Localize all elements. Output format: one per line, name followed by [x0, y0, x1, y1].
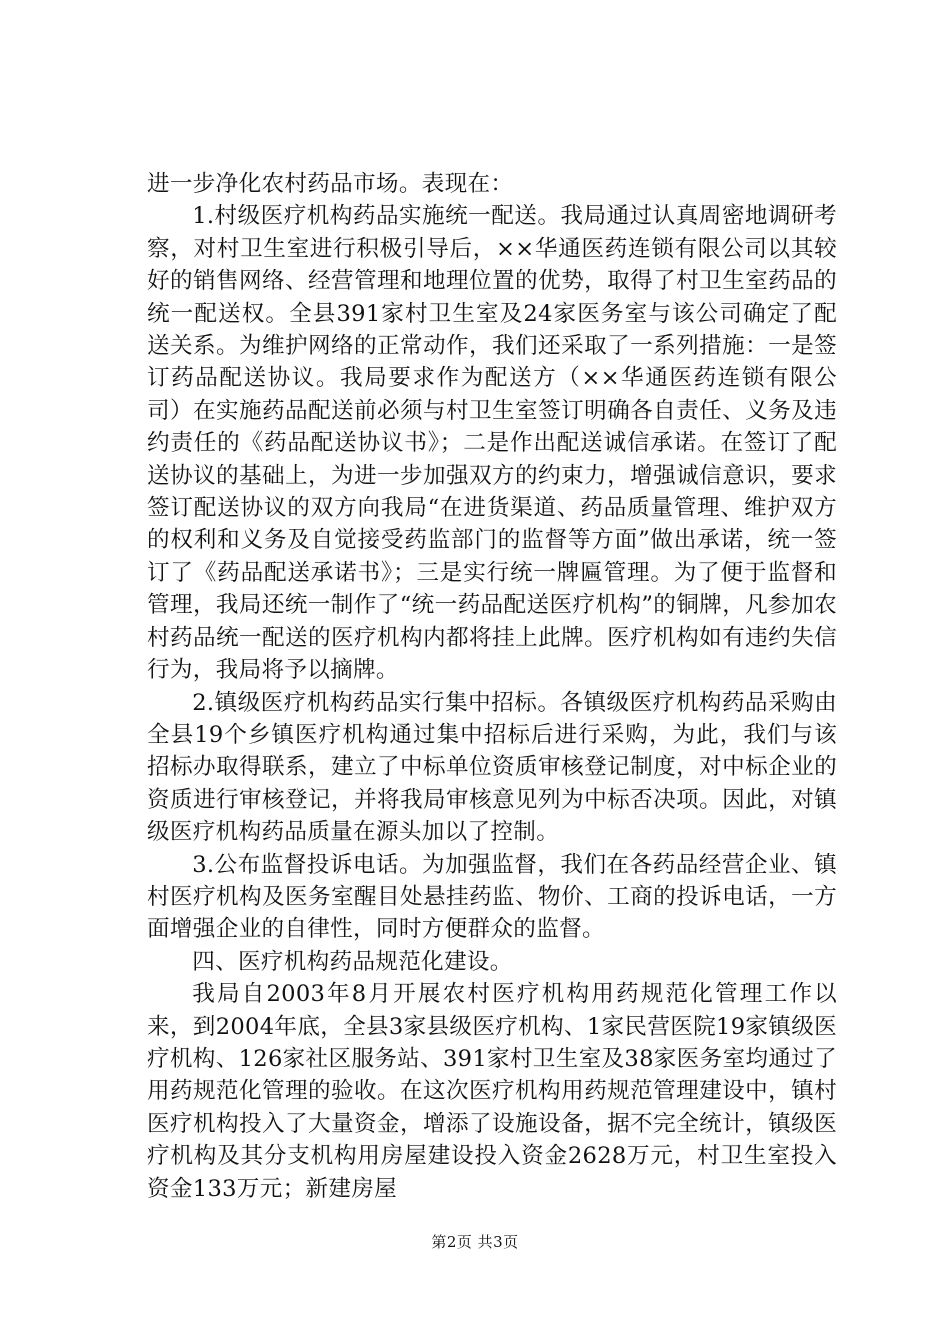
page-footer [0, 1232, 950, 1252]
section-heading-standardization: 四、医疗机构药品规范化建设。 [192, 948, 513, 975]
page-number-label: 第2页 共3页 [431, 1233, 519, 1251]
paragraph-item-1-village-distribution: 1.村级医疗机构药品实施统一配送。我局通过认真周密地调研考察，对村卫生室进行积极引导后，××华通医药连锁有限公司以其较好的销售网络、经营管理和地理位置的优势，取得了村卫生室药品的统一配送权。全县391家村卫生室及24家医务室与该公司确定了配送关系。为维护网络的正常动作，我们还采取了一系列措施：一是签订药品配送协议。我局要求作为配送方（××华通医药连锁有限公司）在实施药品配送前必须与村卫生室签订明确各自责任、义务及违约责任的《药品配送协议书》；二是作出配送诚信承诺。在签订了配送协议的基础上，为进一步加强双方的约束力，增强诚信意识，要求签订配送协议的双方向我局“在进货渠道、药品质量管理、维护双方的权利和义务及自觉接受药监部门的监督等方面”做出承诺，统一签订了《药品配送承诺书》；三是实行统一牌匾管理。为了便于监督和管理，我局还统一制作了“统一药品配送医疗机构”的铜牌，凡参加农村药品统一配送的医疗机构内都将挂上此牌。医疗机构如有违约失信行为，我局将予以摘牌。 [147, 203, 837, 684]
document-body [147, 168, 837, 1205]
paragraph-standardization-details: 我局自2003年8月开展农村医疗机构用药规范化管理工作以来，到2004年底，全县3家县级医疗机构、1家民营医院19家镇级医疗机构、126家社区服务站、391家村卫生室及38家医务室均通过了用药规范化管理的验收。在这次医疗机构用药规范管理建设中，镇村医疗机构投入了大量资金，增添了设施设备，据不完全统计，镇级医疗机构及其分支机构用房屋建设投入资金2628万元，村卫生室投入资金133万元；新建房屋 [147, 981, 837, 1202]
paragraph-item-3-complaint-hotline: 3.公布监督投诉电话。为加强监督，我们在各药品经营企业、镇村医疗机构及医务室醒目处悬挂药监、物价、工商的投诉电话，一方面增强企业的自律性，同时方便群众的监督。 [147, 851, 837, 943]
paragraph-intro: 进一步净化农村药品市场。表现在： [147, 171, 514, 197]
paragraph-item-2-town-tendering: 2.镇级医疗机构药品实行集中招标。各镇级医疗机构药品采购由全县19个乡镇医疗机构通过集中招标后进行采购，为此，我们与该招标办取得联系，建立了中标单位资质审核登记制度，对中标企业的资质进行审核登记，并将我局审核意见列为中标否决项。因此，对镇级医疗机构药品质量在源头加以了控制。 [147, 689, 837, 846]
